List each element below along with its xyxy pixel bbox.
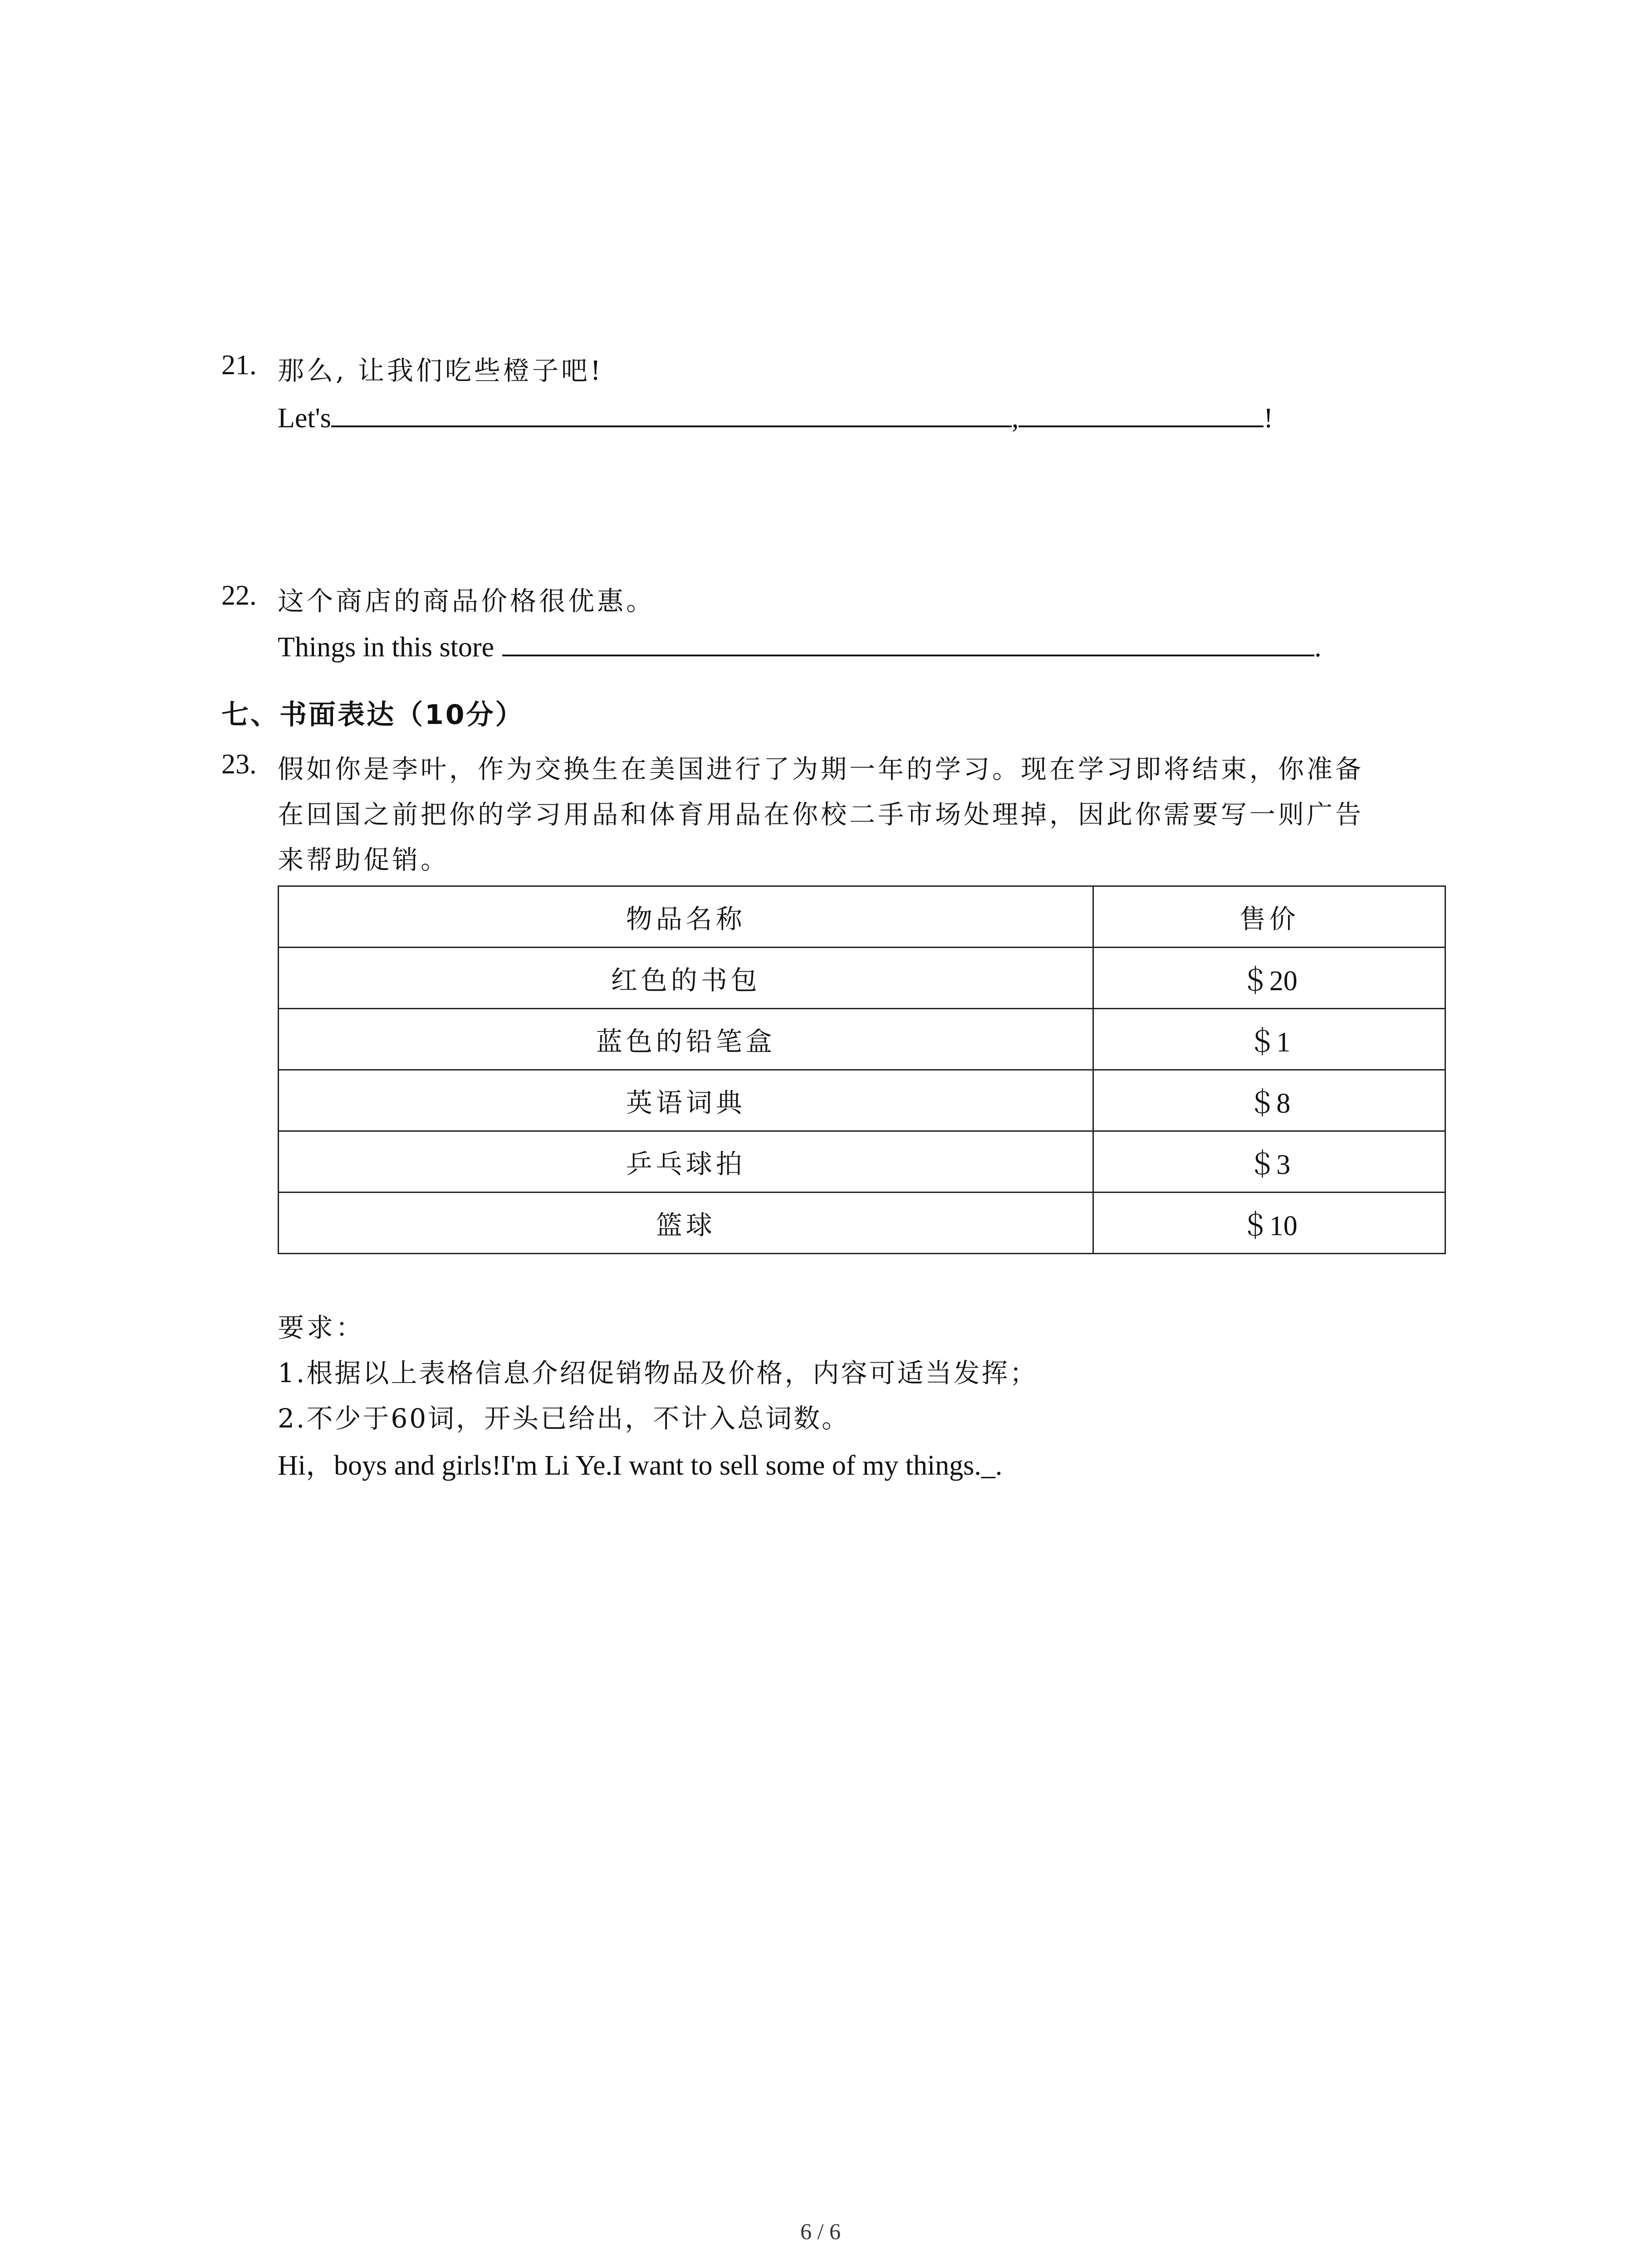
item-price-cell: ＄8	[1093, 1070, 1445, 1131]
section-7-heading: 七、书面表达（10分）	[221, 699, 524, 731]
item-name-cell: 英语词典	[279, 1070, 1093, 1131]
item-price-cell: ＄20	[1093, 948, 1445, 1009]
question-21-end-mark: !	[1264, 403, 1274, 434]
table-row	[279, 1193, 1445, 1254]
essay-opening: Hi，boys and girls!I'm Li Ye.I want to sell some of my things._.	[278, 1450, 1003, 1481]
question-22-start-text: Things in this store	[278, 632, 495, 663]
question-23-line-1: 假如你是李叶，作为交换生在美国进行了为期一年的学习。现在学习即将结束，你准备	[278, 754, 1364, 784]
header-price: 售价	[1093, 886, 1445, 948]
requirement-1: 1.根据以上表格信息介绍促销物品及价格，内容可适当发挥；	[278, 1358, 1038, 1388]
header-item-name: 物品名称	[279, 886, 1093, 948]
question-23-line-3: 来帮助促销。	[278, 845, 449, 875]
table-row	[279, 1131, 1445, 1193]
question-23-number: 23.	[221, 749, 257, 780]
question-21-blank-2[interactable]	[1019, 399, 1264, 427]
item-name-cell: 乒乓球拍	[279, 1131, 1093, 1193]
question-22-answer-line	[278, 628, 1322, 664]
item-name-cell: 蓝色的铅笔盒	[279, 1009, 1093, 1070]
question-21-start-text: Let's	[278, 403, 331, 434]
table-header-row	[279, 886, 1445, 948]
table-row	[279, 1009, 1445, 1070]
question-22-blank[interactable]	[502, 628, 1314, 656]
item-price-cell: ＄10	[1093, 1193, 1445, 1254]
item-price-cell: ＄1	[1093, 1009, 1445, 1070]
question-23-line-2: 在回国之前把你的学习用品和体育用品在你校二手市场处理掉，因此你需要写一则广告	[278, 800, 1364, 830]
table-row	[279, 948, 1445, 1009]
question-21-prompt: 那么, 让我们吃些橙子吧!	[278, 355, 604, 386]
question-21-comma: ,	[1011, 403, 1019, 434]
page-number: 6 / 6	[800, 2219, 841, 2244]
requirement-2: 2.不少于60词，开头已给出，不计入总词数。	[278, 1403, 850, 1434]
question-22-end-mark: .	[1314, 632, 1322, 663]
question-22-prompt: 这个商店的商品价格很优惠。	[278, 586, 656, 616]
question-21-number: 21.	[221, 350, 257, 381]
question-21-answer-line	[278, 399, 1273, 435]
item-price-cell: ＄3	[1093, 1131, 1445, 1193]
question-21-blank-1[interactable]	[331, 399, 1012, 427]
items-price-table	[278, 885, 1446, 1254]
item-name-cell: 红色的书包	[279, 948, 1093, 1009]
requirements-title: 要求：	[278, 1312, 365, 1343]
question-22-number: 22.	[221, 580, 257, 611]
item-name-cell: 篮球	[279, 1193, 1093, 1254]
table-row	[279, 1070, 1445, 1131]
